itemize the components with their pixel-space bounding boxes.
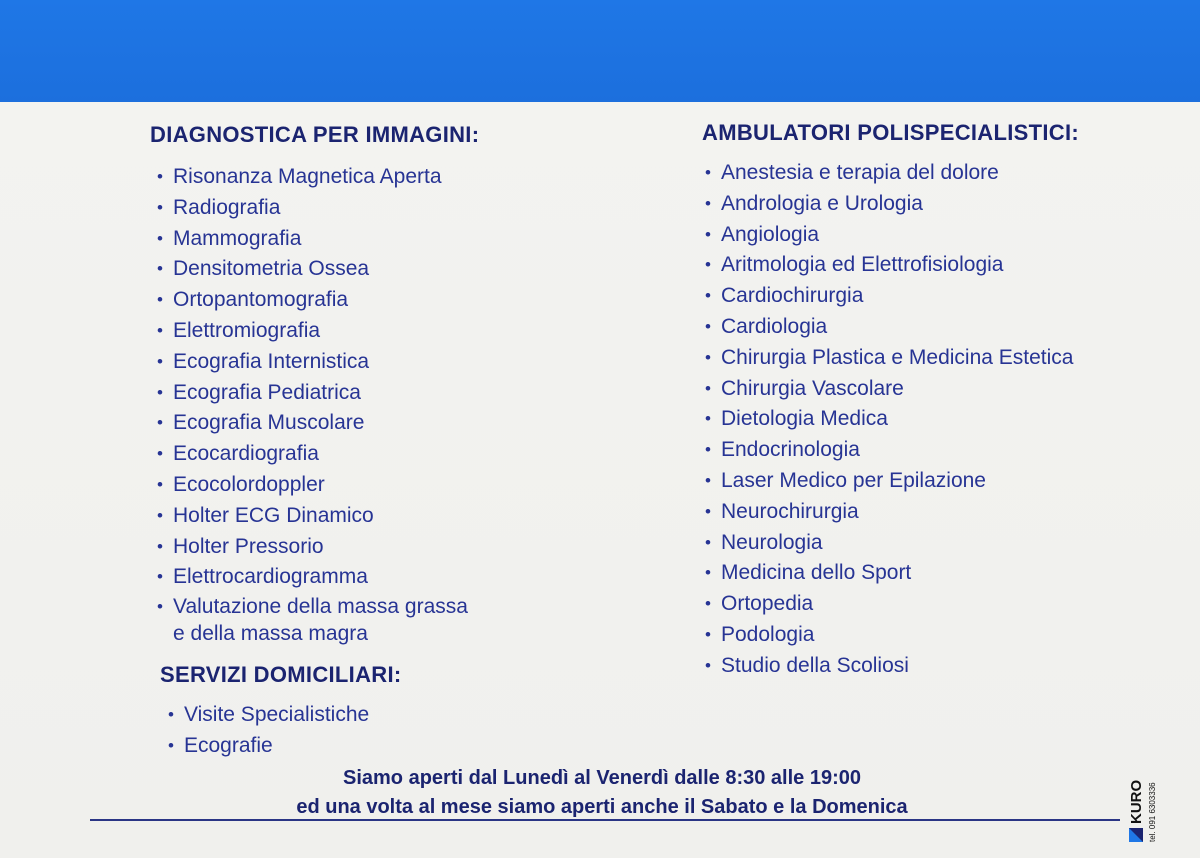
top-blue-band <box>0 0 1200 102</box>
footer-divider <box>90 819 1120 821</box>
printer-logo <box>1120 735 1166 845</box>
list-item: • Cardiologia <box>705 312 1074 343</box>
list-item: • Holter ECG Dinamico <box>157 501 468 532</box>
list-item: • Ecocardiografia <box>157 439 468 470</box>
list-item: • Densitometria Ossea <box>157 254 468 285</box>
list-item: • Anestesia e terapia del dolore <box>705 158 1074 189</box>
list-item: • Laser Medico per Epilazione <box>705 466 1074 497</box>
diagnostica-list <box>157 162 468 647</box>
list-item: • Ortopedia <box>705 589 1074 620</box>
logo-tel: tel. 091 6303336 <box>1148 782 1157 842</box>
ambulatori-list <box>705 158 1074 682</box>
list-item-line-2: e della massa magra <box>173 622 368 646</box>
list-item: • Ecografia Muscolare <box>157 408 468 439</box>
logo-name: KURO <box>1128 779 1145 824</box>
list-item: • Angiologia <box>705 220 1074 251</box>
ambulatori-heading: AMBULATORI POLISPECIALISTICI: <box>702 120 1079 145</box>
list-item: • Endocrinologia <box>705 435 1074 466</box>
servizi-heading: SERVIZI DOMICILIARI: <box>160 662 402 687</box>
list-item: • Ecografie <box>168 731 369 762</box>
list-item: • Holter Pressorio <box>157 532 468 563</box>
list-item: • Radiografia <box>157 193 468 224</box>
list-item: • Chirurgia Plastica e Medicina Estetica <box>705 343 1074 374</box>
servizi-list <box>168 700 369 762</box>
list-item: • Studio della Scoliosi <box>705 651 1074 682</box>
list-item: • Medicina dello Sport <box>705 558 1074 589</box>
opening-hours <box>90 764 1114 822</box>
list-item: • Elettromiografia <box>157 316 468 347</box>
list-item: • Dietologia Medica <box>705 404 1074 435</box>
list-item: • Aritmologia ed Elettrofisiologia <box>705 250 1074 281</box>
list-item: • Podologia <box>705 620 1074 651</box>
diagnostica-heading: DIAGNOSTICA PER IMMAGINI: <box>150 122 480 147</box>
list-item: • Chirurgia Vascolare <box>705 374 1074 405</box>
list-item: • Ecocolordoppler <box>157 470 468 501</box>
list-item: • Cardiochirurgia <box>705 281 1074 312</box>
list-item-multiline <box>157 593 468 647</box>
list-item: • Elettrocardiogramma <box>157 562 468 593</box>
list-item: • Neurologia <box>705 528 1074 559</box>
list-item-line-1: • Valutazione della massa grassa <box>173 595 468 619</box>
list-item: • Mammografia <box>157 224 468 255</box>
list-item: • Neurochirurgia <box>705 497 1074 528</box>
list-item: • Ecografia Pediatrica <box>157 378 468 409</box>
list-item: • Ortopantomografia <box>157 285 468 316</box>
list-item: • Andrologia e Urologia <box>705 189 1074 220</box>
list-item: • Visite Specialistiche <box>168 700 369 731</box>
opening-hours-line-1: Siamo aperti dal Lunedì al Venerdì dalle 8:30 alle 19:00 <box>343 767 861 789</box>
list-item: • Risonanza Magnetica Aperta <box>157 162 468 193</box>
list-item: • Ecografia Internistica <box>157 347 468 378</box>
opening-hours-line-2: ed una volta al mese siamo aperti anche il Sabato e la Domenica <box>296 796 908 818</box>
